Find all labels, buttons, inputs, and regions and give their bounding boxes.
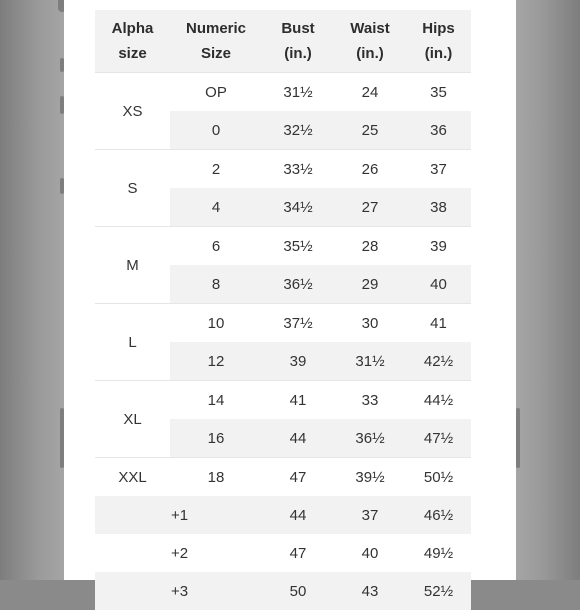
numeric-size-cell: 16 [170, 419, 262, 458]
blurred-backdrop-mark [516, 408, 520, 468]
bust-cell: 47 [262, 458, 334, 497]
hips-cell: 44½ [406, 381, 471, 420]
hips-cell: 49½ [423, 544, 454, 562]
table-row-plus [95, 496, 471, 534]
column-header-hips: Hips (in.) [406, 10, 471, 73]
size-chart-sheet [64, 0, 516, 600]
column-header-alpha-size: Alpha size [95, 10, 170, 73]
table-row [95, 381, 471, 420]
plus-size-cell: +2 [171, 544, 189, 562]
hips-cell: 50½ [406, 458, 471, 497]
waist-cell: 31½ [334, 342, 406, 381]
table-header-row [95, 10, 471, 73]
numeric-size-cell: 2 [170, 150, 262, 189]
bust-cell: 31½ [262, 73, 334, 112]
bust-cell: 50 [262, 572, 334, 610]
alpha-size-cell: S [95, 150, 170, 227]
bust-cell: 44 [262, 496, 334, 534]
hips-cell: 37 [406, 150, 471, 189]
table-row [95, 73, 471, 112]
numeric-size-cell: 6 [170, 227, 262, 266]
waist-cell: 28 [334, 227, 406, 266]
waist-cell: 25 [334, 111, 406, 150]
bust-cell: 39 [262, 342, 334, 381]
numeric-size-cell: 10 [170, 304, 262, 343]
numeric-size-cell: 8 [170, 265, 262, 304]
table-row-plus [95, 534, 471, 572]
table-row [95, 458, 471, 497]
hips-cell: 39 [406, 227, 471, 266]
waist-cell: 37 [334, 496, 406, 534]
blurred-backdrop-right [516, 0, 580, 580]
table-row [95, 227, 471, 266]
bust-cell: 35½ [262, 227, 334, 266]
waist-cell: 36½ [334, 419, 406, 458]
bust-cell: 33½ [262, 150, 334, 189]
alpha-size-cell: L [95, 304, 170, 381]
column-header-numeric-size: Numeric Size [170, 10, 262, 73]
bust-cell: 36½ [262, 265, 334, 304]
alpha-size-cell: XL [95, 381, 170, 458]
numeric-size-cell: 18 [170, 458, 262, 497]
hips-cell: 42½ [406, 342, 471, 381]
blurred-backdrop-left [0, 0, 64, 580]
alpha-size-cell: XXL [95, 458, 170, 497]
hips-cell: 40 [406, 265, 471, 304]
bust-cell: 44 [262, 419, 334, 458]
hips-cell: 46½ [406, 496, 471, 534]
table-row-plus [95, 572, 471, 610]
alpha-size-cell: XS [95, 73, 170, 150]
waist-cell: 24 [334, 73, 406, 112]
bust-cell: 41 [262, 381, 334, 420]
waist-cell: 27 [334, 188, 406, 227]
alpha-size-cell: M [95, 227, 170, 304]
column-header-waist: Waist (in.) [334, 10, 406, 73]
waist-cell: 30 [334, 304, 406, 343]
waist-cell: 40 [361, 544, 379, 562]
waist-cell: 26 [334, 150, 406, 189]
bust-cell: 47 [289, 544, 307, 562]
hips-cell: 41 [406, 304, 471, 343]
numeric-size-cell: 14 [170, 381, 262, 420]
waist-cell: 39½ [334, 458, 406, 497]
numeric-size-cell: 12 [170, 342, 262, 381]
table-row [95, 304, 471, 343]
table-row [95, 150, 471, 189]
numeric-size-cell: 0 [170, 111, 262, 150]
numeric-size-cell: 4 [170, 188, 262, 227]
bust-cell: 34½ [262, 188, 334, 227]
hips-cell: 35 [406, 73, 471, 112]
plus-size-cell: +1 [95, 496, 262, 534]
column-header-bust: Bust (in.) [262, 10, 334, 73]
waist-cell: 43 [334, 572, 406, 610]
bust-cell: 32½ [262, 111, 334, 150]
hips-cell: 47½ [406, 419, 471, 458]
waist-cell: 33 [334, 381, 406, 420]
hips-cell: 52½ [406, 572, 471, 610]
size-chart-table [95, 10, 471, 610]
plus-size-cell: +3 [95, 572, 262, 610]
waist-cell: 29 [334, 265, 406, 304]
hips-cell: 36 [406, 111, 471, 150]
numeric-size-cell: OP [170, 73, 262, 112]
hips-cell: 38 [406, 188, 471, 227]
bust-cell: 37½ [262, 304, 334, 343]
